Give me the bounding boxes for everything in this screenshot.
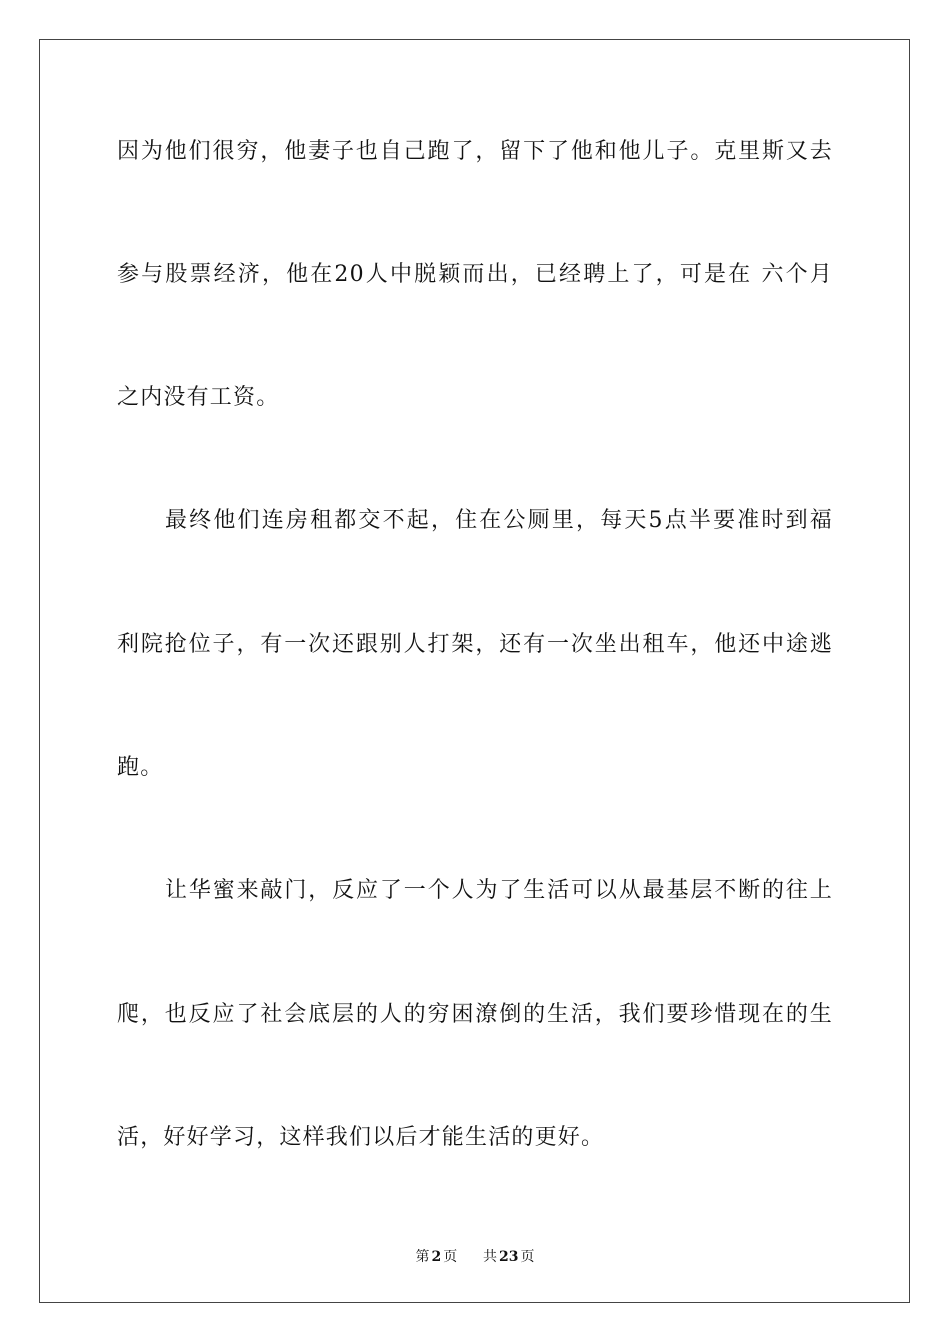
text-line-7: 让华蜜来敲门，反应了一个人为了生活可以从最基层不断的往上 [165, 878, 833, 903]
text-line-2: 参与股票经济，他在20人中脱颖而出，已经聘上了，可是在 六个月 [117, 262, 833, 287]
text-line-6: 跑。 [117, 755, 164, 780]
page-indicator: 第 2 页 [415, 1249, 458, 1265]
text-line-4: 最终他们连房租都交不起，住在公厕里，每天5点半要准时到福 [165, 508, 833, 533]
text-line-5: 利院抢位子，有一次还跟别人打架，还有一次坐出租车，他还中途逃 [117, 632, 833, 657]
page-border [39, 39, 910, 1303]
text-line-3: 之内没有工资。 [117, 385, 280, 410]
text-line-9: 活，好好学习，这样我们以后才能生活的更好。 [117, 1125, 605, 1150]
text-line-8: 爬，也反应了社会底层的人的穷困潦倒的生活，我们要珍惜现在的生 [117, 1002, 833, 1027]
total-pages-indicator: 共 23 页 [483, 1249, 535, 1265]
page-footer [0, 1248, 950, 1266]
text-line-1: 因为他们很穷，他妻子也自己跑了，留下了他和他儿子。克里斯又去 [117, 139, 833, 164]
